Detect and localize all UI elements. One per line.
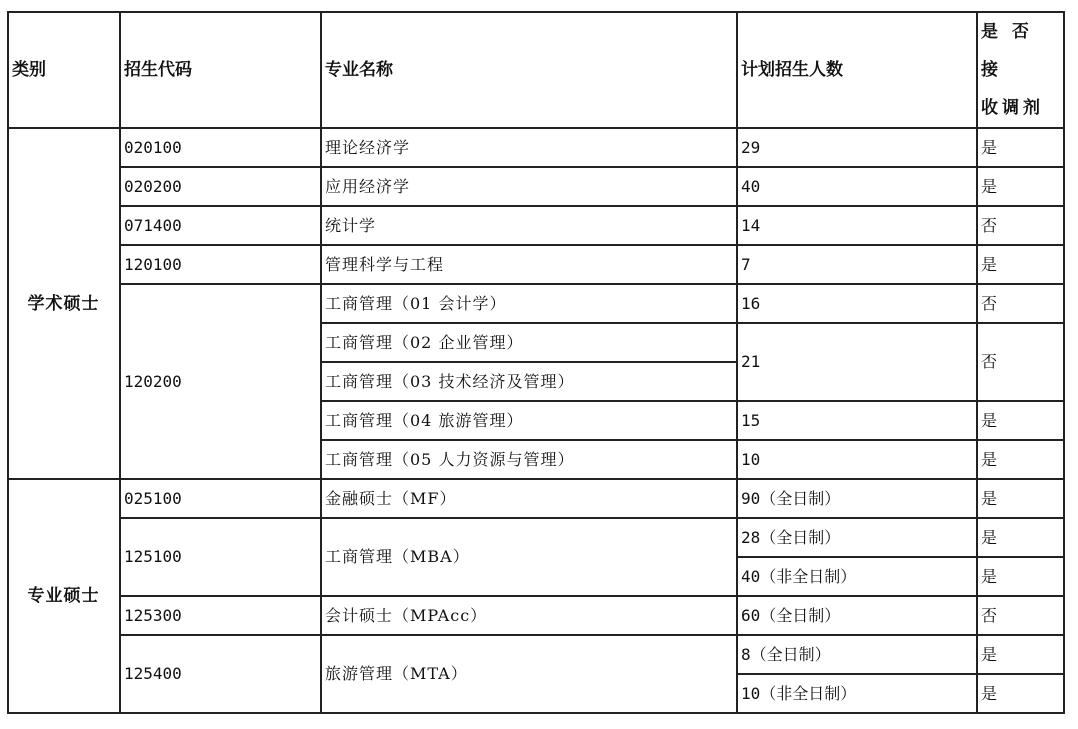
adjust-cell: 否 [977,206,1064,245]
major-cell: 工商管理（03 技术经济及管理） [321,362,737,401]
plan-cell: 21 [737,323,977,401]
plan-cell: 15 [737,401,977,440]
major-cell: 工商管理（05 人力资源与管理） [321,440,737,479]
adjust-cell: 是 [977,479,1064,518]
plan-cell: 60（全日制） [737,596,977,635]
major-cell: 工商管理（MBA） [321,518,737,596]
plan-cell: 10（非全日制） [737,674,977,713]
plan-cell: 7 [737,245,977,284]
header-major: 专业名称 [321,12,737,128]
adjust-cell: 是 [977,401,1064,440]
code-cell: 125400 [120,635,321,713]
major-cell: 统计学 [321,206,737,245]
adjust-cell: 是 [977,440,1064,479]
table-row [8,635,1064,674]
major-cell: 工商管理（01 会计学） [321,284,737,323]
table-row [8,167,1064,206]
adjust-cell: 否 [977,323,1064,401]
plan-cell: 40 [737,167,977,206]
plan-cell: 40（非全日制） [737,557,977,596]
code-cell: 125300 [120,596,321,635]
header-plan: 计划招生人数 [737,12,977,128]
adjust-cell: 是 [977,518,1064,557]
adjust-cell: 是 [977,245,1064,284]
major-cell: 会计硕士（MPAcc） [321,596,737,635]
adjust-cell: 是 [977,128,1064,167]
code-cell: 020100 [120,128,321,167]
table-row [8,206,1064,245]
adjust-cell: 是 [977,167,1064,206]
major-cell: 工商管理（04 旅游管理） [321,401,737,440]
adjust-cell: 否 [977,284,1064,323]
table-row [8,245,1064,284]
header-code: 招生代码 [120,12,321,128]
code-cell: 120200 [120,284,321,479]
table-row [8,479,1064,518]
plan-cell: 28（全日制） [737,518,977,557]
plan-cell: 90（全日制） [737,479,977,518]
table-row [8,518,1064,557]
code-cell: 120100 [120,245,321,284]
plan-cell: 14 [737,206,977,245]
plan-cell: 16 [737,284,977,323]
plan-cell: 8（全日制） [737,635,977,674]
header-adjust [977,12,1064,128]
code-cell: 125100 [120,518,321,596]
code-cell: 025100 [120,479,321,518]
code-cell: 020200 [120,167,321,206]
major-cell: 金融硕士（MF） [321,479,737,518]
major-cell: 理论经济学 [321,128,737,167]
table-row [8,596,1064,635]
header-category: 类别 [8,12,120,128]
header-adjust-line1: 是 否 接 [981,22,1033,80]
adjust-cell: 是 [977,557,1064,596]
adjust-cell: 否 [977,596,1064,635]
adjust-cell: 是 [977,674,1064,713]
code-cell: 071400 [120,206,321,245]
group-academic: 学术硕士 [8,128,120,479]
enrollment-plan-table [7,11,1065,714]
table-header-row [8,12,1064,128]
major-cell: 旅游管理（MTA） [321,635,737,713]
header-adjust-line2: 收调剂 [981,98,1044,118]
table-row [8,128,1064,167]
major-cell: 工商管理（02 企业管理） [321,323,737,362]
plan-cell: 29 [737,128,977,167]
major-cell: 管理科学与工程 [321,245,737,284]
group-professional: 专业硕士 [8,479,120,713]
plan-cell: 10 [737,440,977,479]
table-row [8,284,1064,323]
adjust-cell: 是 [977,635,1064,674]
major-cell: 应用经济学 [321,167,737,206]
